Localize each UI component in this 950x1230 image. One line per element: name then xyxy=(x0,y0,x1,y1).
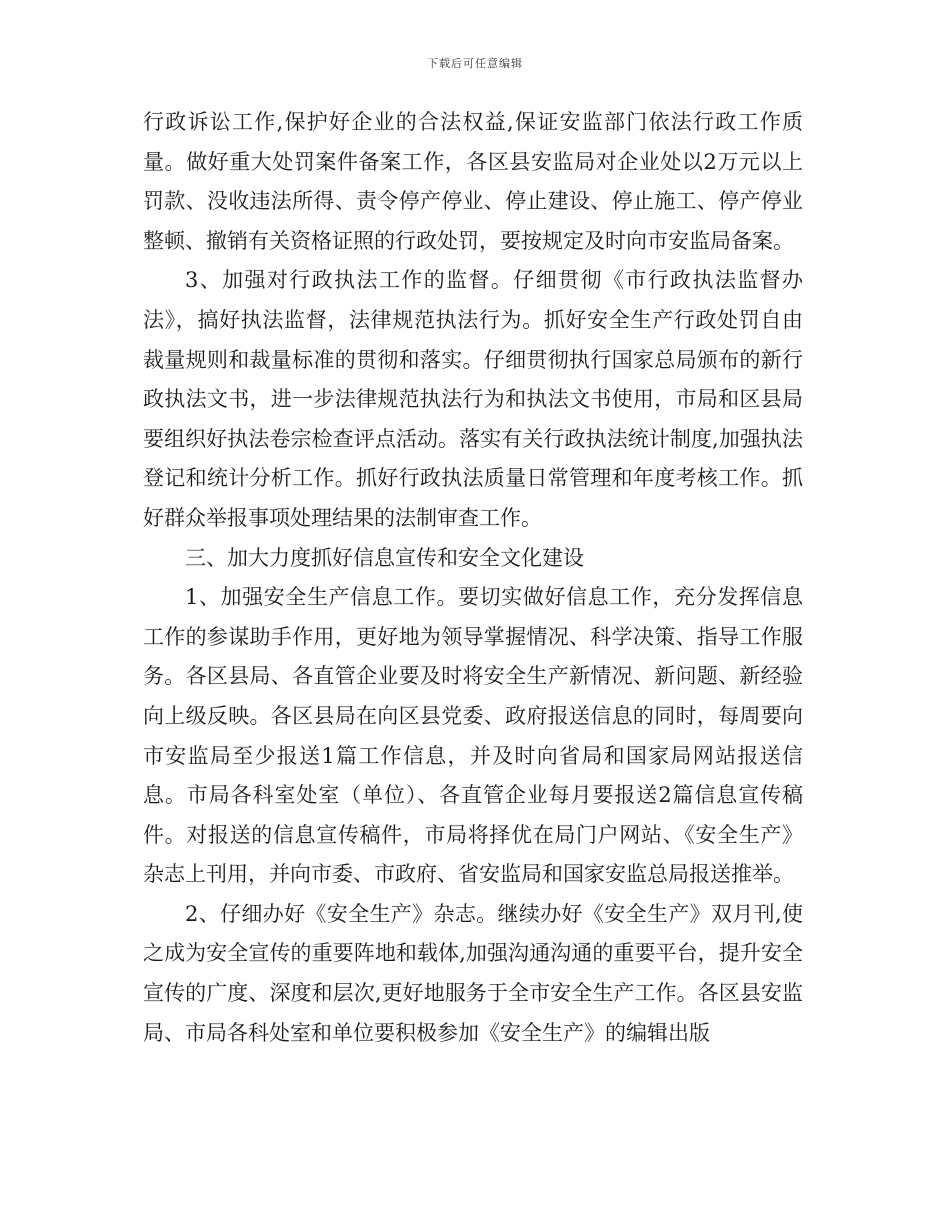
paragraph-item-2: 2、仔细办好《安全生产》杂志。继续办好《安全生产》双月刊,使之成为安全宣传的重要阵地和载体,加强沟通沟通的重要平台，提升安全宣传的广度、深度和层次,更好地服务于全市安全生产工作。各区县安监局、市局各科处室和单位要积极参加《安全生产》的编辑出版 xyxy=(143,901,803,1045)
page-header: 下载后可任意编辑 xyxy=(427,57,523,70)
paragraph-item-1: 1、加强安全生产信息工作。要切实做好信息工作，充分发挥信息工作的参谋助手作用，更好地为领导掌握情况、科学决策、指导工作服务。各区县局、各直管企业要及时将安全生产新情况、新问题、新经验向上级反映。各区县局在向区县党委、政府报送信息的同时，每周要向市安监局至少报送1篇工作信息，并及时向省局和国家局网站报送信息。市局各科室处室（单位）、各直管企业每月要报送2篇信息宣传稿件。对报送的信息宣传稿件，市局将择优在局门户网站、《安全生产》杂志上刊用，并向市委、市政府、省安监局和国家安监总局报送推举。 xyxy=(143,585,803,887)
paragraph-continuation: 行政诉讼工作,保护好企业的合法权益,保证安监部门依法行政工作质量。做好重大处罚案件备案工作，各区县安监局对企业处以2万元以上罚款、没收违法所得、责令停产停业、停止建设、停止施工、停产停业整顿、撤销有关资格证照的行政处罚，要按规定及时向市安监局备案。 xyxy=(143,110,803,253)
section-heading-3: 三、加大力度抓好信息宣传和安全文化建设 xyxy=(185,545,584,570)
paragraph-item-3: 3、加强对行政执法工作的监督。仔细贯彻《市行政执法监督办法》，搞好执法监督，法律规范执法行为。抓好安全生产行政处罚自由裁量规则和裁量标准的贯彻和落实。仔细贯彻执行国家总局颁布的新行政执法文书，进一步法律规范执法行为和执法文书使用，市局和区县局要组织好执法卷宗检查评点活动。落实有关行政执法统计制度,加强执法登记和统计分析工作。抓好行政执法质量日常管理和年度考核工作。抓好群众举报事项处理结果的法制审查工作。 xyxy=(143,268,803,530)
document-body xyxy=(143,103,803,1053)
